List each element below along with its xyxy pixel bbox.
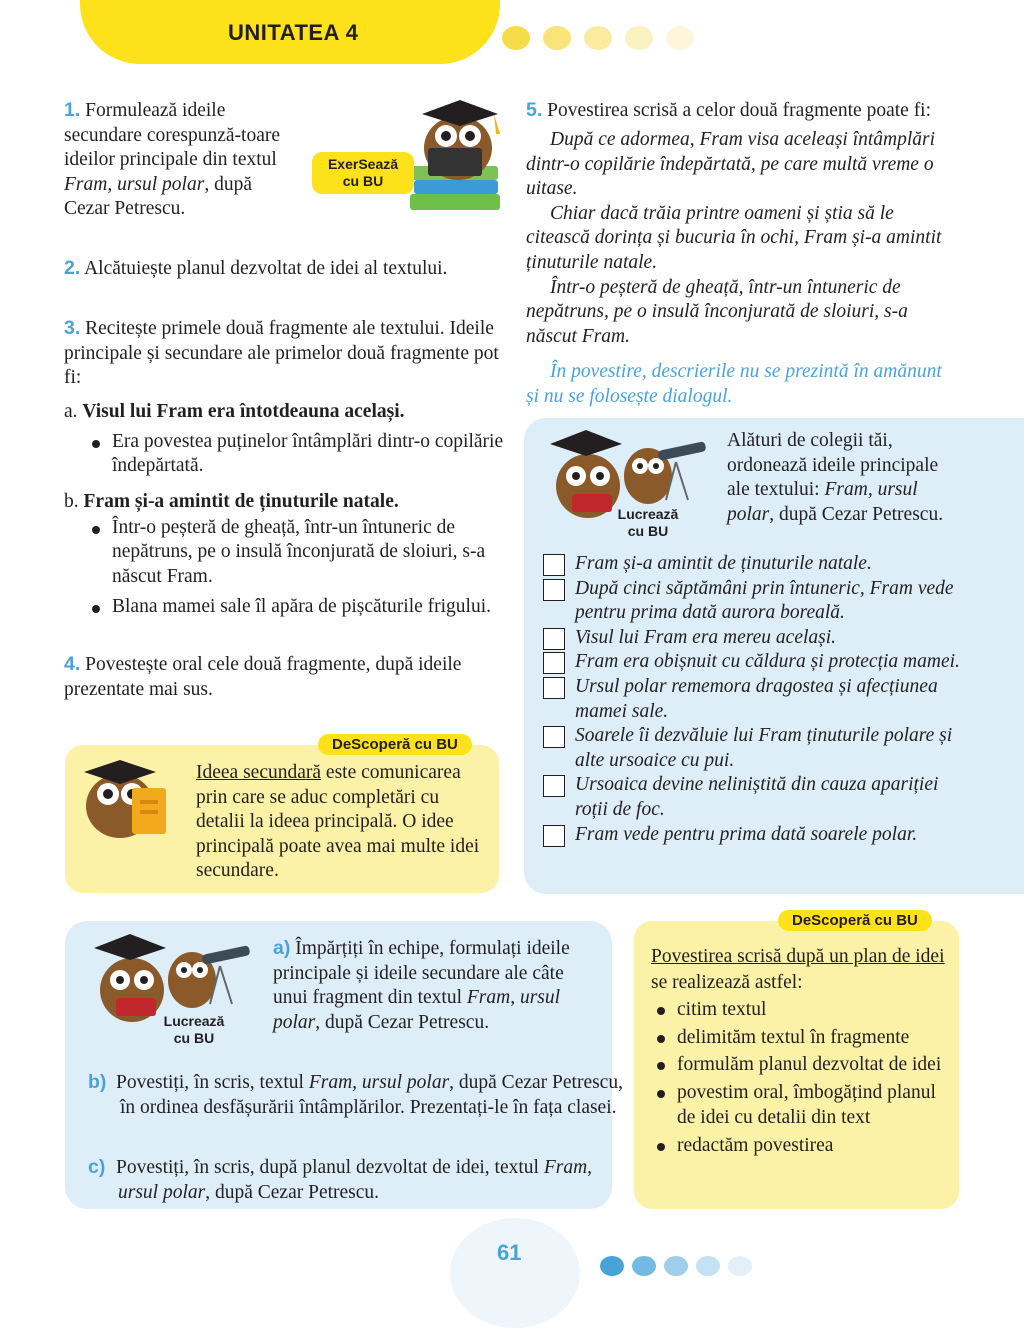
idea-a: a. Visul lui Fram era întotdeauna același. Era povestea puținelor întâmplări dintr-o copilărie îndepărtată. <box>64 400 504 479</box>
exercise-number: 1. <box>64 99 81 121</box>
badge-exerseaza: ExerSează cu BU <box>312 152 414 194</box>
list-item: redactăm povestirea <box>651 1133 947 1159</box>
page-number: 61 <box>497 1240 522 1265</box>
exercise-4: 4. Povestește oral cele două fragmente, după ideile prezentate mai sus. <box>64 653 462 700</box>
story-note: În povestire, descrierile nu se prezintă în amănunt și nu se folosește dialogul. <box>526 361 942 407</box>
badge-lucreaza: Lucrează cu BU <box>163 1013 225 1046</box>
checklist-item: Fram era obișnuit cu căldura și protecția mamei. <box>543 650 963 675</box>
checklist-item: Fram vede pentru prima dată soarele polar. <box>543 823 963 848</box>
checklist-item: Visul lui Fram era mereu același. <box>543 626 963 651</box>
badge-lucreaza: Lucrează cu BU <box>617 506 679 539</box>
discover-tag: DeScoperă cu BU <box>318 734 472 755</box>
idea-b: b. Fram și-a amintit de ținuturile natale. Într-o peșteră de gheață, într-un întuneric de nepătruns, pe o insulă înconjurată de sloiuri, s-a născut Fram. Blana mamei sale îl apăra de pișcăturile frigului. <box>64 490 504 620</box>
exercise-1: 1. Formulează ideile secundare corespunză-toare ideilor principale din textul Fram, ursul polar, după Cezar Petrescu. <box>64 99 280 220</box>
list-item: formulăm planul dezvoltat de idei <box>651 1052 947 1078</box>
checkbox[interactable] <box>543 677 565 699</box>
checkbox[interactable] <box>543 628 565 650</box>
list-item: citim textul <box>651 997 947 1023</box>
exercise-3: 3. Recitește primele două fragmente ale textului. Ideile principale și secundare ale primelor două fragmente pot fi: <box>64 317 499 389</box>
list-item: Într-o peșteră de gheață, într-un întuneric de nepătruns, pe o insulă înconjurată de sloiuri, s-a născut Fram. <box>86 516 504 590</box>
checklist <box>543 552 963 847</box>
checkbox[interactable] <box>543 554 565 576</box>
task-a: a) Împărțiți în echipe, formulați ideile principale și ideile secundare ale câte unui fragment din textul Fram, ursul polar, după Cezar Petrescu. <box>273 937 570 1033</box>
list-item: Era povestea puținelor întâmplări dintr-o copilărie îndepărtată. <box>86 430 504 479</box>
work-intro: Alături de colegii tăi, ordonează ideile principale ale textului: Fram, ursul polar, după Cezar Petrescu. <box>727 430 944 525</box>
task-c: c) Povestiți, în scris, după planul dezvoltat de idei, textul Fram, ursul polar, după Cezar Petrescu. <box>88 1156 593 1203</box>
task-b: b) Povestiți, în scris, textul Fram, ursul polar, după Cezar Petrescu, în ordinea desfășurării întâmplărilor. Prezentați-le în fața clasei. <box>88 1071 623 1118</box>
discover-tag: DeScoperă cu BU <box>778 910 932 931</box>
checkbox[interactable] <box>543 726 565 748</box>
discover-steps: Povestirea scrisă după un plan de idei se realizează astfel: citim textul delimităm textul în fragmente formulăm planul dezvoltat de idei povestim oral, îmbogățind planul de idei cu detalii din text redactăm povestirea <box>651 944 947 1158</box>
page-number-bubble <box>450 1218 580 1328</box>
exercise-5: 5. Povestirea scrisă a celor două fragmente poate fi: <box>526 99 932 121</box>
checklist-item: Ursul polar rememora dragostea și afecțiunea mamei sale. <box>543 675 963 724</box>
checklist-item: Ursoaica devine neliniștită din cauza apariției roții de foc. <box>543 773 963 822</box>
checklist-item: După cinci săptămâni prin întuneric, Fram vede pentru prima dată aurora boreală. <box>543 577 963 626</box>
list-item: Blana mamei sale îl apăra de pișcăturile frigului. <box>86 595 504 620</box>
discover-text: Ideea secundară este comunicarea prin care se aduc completări cu detalii la ideea principală. O idee principală poate avea mai multe idei secundare. <box>196 762 480 882</box>
story-paragraphs: După ce adormea, Fram visa aceleași întâmplări dintr-o copilărie îndepărtată, pe care multă vreme o uitase. Chiar dacă trăia printre oameni și știa să le citească dorința și bucuria în ochi, Fram și-a amintit ținuturile natale. Într-o peșteră de gheață, într-un întuneric de nepătruns, pe o insulă înconjurată de sloiuri, s-a născut Fram. <box>526 129 942 347</box>
unit-title: UNITATEA 4 <box>228 20 359 45</box>
exercise-2: 2. Alcătuiește planul dezvoltat de idei al textului. <box>64 257 448 279</box>
list-item: povestim oral, îmbogățind planul de idei cu detalii din text <box>651 1080 947 1131</box>
checkbox[interactable] <box>543 775 565 797</box>
checklist-item: Fram și-a amintit de ținuturile natale. <box>543 552 963 577</box>
checkbox[interactable] <box>543 652 565 674</box>
checkbox[interactable] <box>543 825 565 847</box>
list-item: delimităm textul în fragmente <box>651 1025 947 1051</box>
checkbox[interactable] <box>543 579 565 601</box>
checklist-item: Soarele îi dezvăluie lui Fram ținuturile polare și alte ursoaice cu pui. <box>543 724 963 773</box>
